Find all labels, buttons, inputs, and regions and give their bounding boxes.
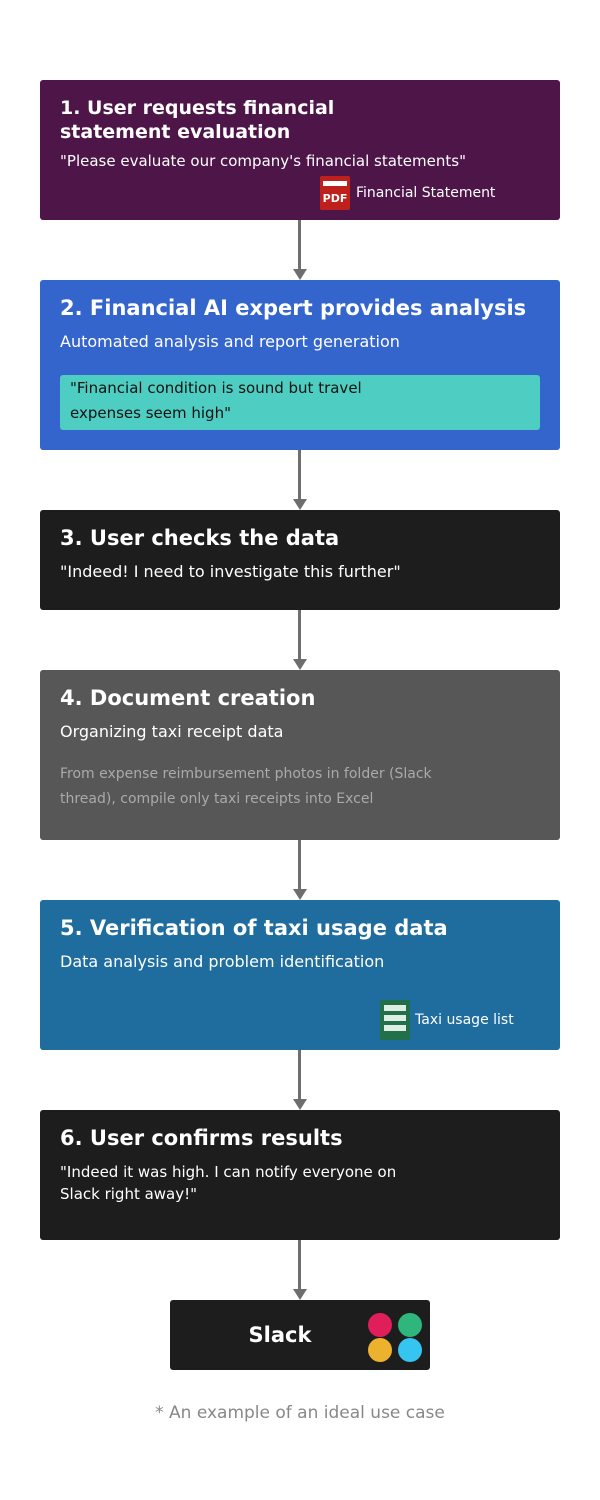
pdf-icon	[320, 176, 350, 210]
step-6-title: 6. User confirms results	[60, 1126, 343, 1150]
connector-4-5	[298, 840, 301, 890]
step-1-subtitle: "Please evaluate our company's financial statements"	[60, 152, 466, 170]
slack-dot-yellow	[368, 1338, 392, 1362]
arrowhead-5-6	[293, 1099, 307, 1110]
financial-statement-label: Financial Statement	[356, 185, 496, 201]
step-4-subtitle: Organizing taxi receipt data	[60, 722, 284, 741]
step-3-card	[40, 510, 560, 610]
spreadsheet-icon	[380, 1000, 410, 1040]
step-6-subtitle-line1: "Indeed it was high. I can notify everyone on	[60, 1163, 397, 1181]
step-2-card	[40, 280, 560, 450]
arrowhead-1-2	[293, 269, 307, 280]
step-6-card	[40, 1110, 560, 1240]
step-1-title-line1: 1. User requests financial	[60, 97, 335, 119]
step-4-detail: From expense reimbursement photos in folder (Slack thread), compile only taxi receipts into Excel	[60, 766, 432, 807]
step-1-title	[60, 96, 540, 144]
financial-statement-attachment	[320, 176, 495, 210]
connector-5-6	[298, 1050, 301, 1100]
slack-label: Slack	[248, 1323, 312, 1347]
step-6-subtitle	[60, 1161, 540, 1205]
slack-dot-green	[398, 1313, 422, 1337]
taxi-usage-attachment	[380, 1000, 514, 1040]
step-5-title: 5. Verification of taxi usage data	[60, 916, 448, 940]
taxi-usage-label: Taxi usage list	[415, 1012, 514, 1028]
footnote: * An example of an ideal use case	[155, 1403, 445, 1423]
slack-dot-red	[368, 1313, 392, 1337]
step-4-card	[40, 670, 560, 840]
step-3-title: 3. User checks the data	[60, 526, 340, 550]
arrowhead-4-5	[293, 889, 307, 900]
step-2-title: 2. Financial AI expert provides analysis	[60, 296, 527, 320]
analysis-quote: "Financial condition is sound but travel expenses seem high"	[70, 379, 362, 422]
connector-2-3	[298, 450, 301, 500]
connector-3-4	[298, 610, 301, 660]
arrowhead-6-slack	[293, 1289, 307, 1300]
pdf-icon-text: PDF	[322, 192, 348, 205]
slack-dot-blue	[398, 1338, 422, 1362]
step-5-subtitle: Data analysis and problem identification	[60, 952, 385, 971]
connector-6-slack	[298, 1240, 301, 1290]
step-5-card	[40, 900, 560, 1050]
arrowhead-3-4	[293, 659, 307, 670]
step-2-subtitle: Automated analysis and report generation	[60, 332, 400, 351]
step-1-card	[40, 80, 560, 220]
step-1-title-line2: statement evaluation	[60, 121, 291, 143]
slack-box	[170, 1300, 430, 1370]
step-4-title: 4. Document creation	[60, 686, 316, 710]
analysis-quote-box	[60, 375, 540, 430]
arrowhead-2-3	[293, 499, 307, 510]
connector-1-2	[298, 220, 301, 270]
step-3-subtitle: "Indeed! I need to investigate this further"	[60, 562, 401, 581]
step-6-subtitle-line2: Slack right away!"	[60, 1185, 198, 1203]
